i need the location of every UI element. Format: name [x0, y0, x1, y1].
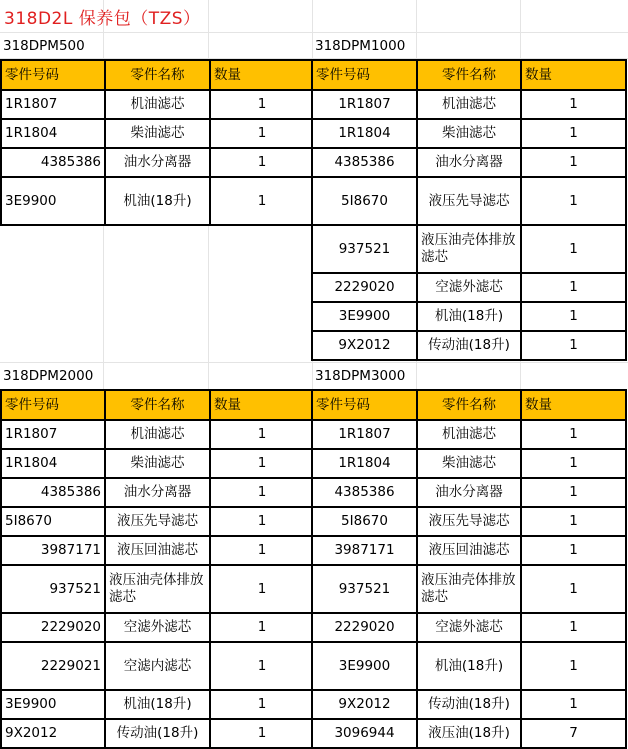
table-row: [312, 225, 626, 273]
table-row: [1, 565, 314, 613]
part-no-cell: 1R1807: [312, 420, 417, 449]
qty-cell: 1: [521, 690, 626, 719]
table-row: [1, 177, 314, 225]
header-qty: 数量: [210, 60, 314, 90]
qty-cell: 1: [210, 690, 314, 719]
qty-cell: 1: [521, 507, 626, 536]
table-row: [1, 690, 314, 719]
package-table-1000: [311, 59, 627, 361]
part-no-cell: 9X2012: [1, 719, 105, 748]
part-name-cell: 液压先导滤芯: [417, 507, 521, 536]
part-no-cell: 937521: [312, 225, 417, 273]
gridline: [0, 32, 628, 33]
qty-cell: 1: [521, 642, 626, 690]
table-row: [312, 420, 626, 449]
part-name-cell: 空滤内滤芯: [105, 642, 210, 690]
header-part-no: 零件号码: [312, 390, 417, 420]
table-row: [312, 449, 626, 478]
part-no-cell: 5I8670: [1, 507, 105, 536]
qty-cell: 1: [521, 449, 626, 478]
qty-cell: 1: [210, 148, 314, 177]
part-name-cell: 传动油(18升): [417, 331, 521, 360]
table-row: [312, 690, 626, 719]
part-no-cell: 9X2012: [312, 331, 417, 360]
table-row: [1, 642, 314, 690]
header-qty: 数量: [521, 60, 626, 90]
part-name-cell: 空滤外滤芯: [417, 273, 521, 302]
part-name-cell: 柴油滤芯: [105, 449, 210, 478]
package-table-500: [0, 59, 315, 226]
table-row: [312, 565, 626, 613]
part-no-cell: 9X2012: [312, 690, 417, 719]
package-label-2000: 318DPM2000: [3, 368, 94, 384]
part-name-cell: 柴油滤芯: [105, 119, 210, 148]
part-name-cell: 液压油壳体排放滤芯: [417, 225, 521, 273]
table-row: [1, 478, 314, 507]
part-name-cell: 传动油(18升): [417, 690, 521, 719]
qty-cell: 1: [210, 536, 314, 565]
part-name-cell: 机油(18升): [417, 642, 521, 690]
part-name-cell: 机油滤芯: [417, 90, 521, 119]
table-row: [312, 90, 626, 119]
part-name-cell: 液压油(18升): [417, 719, 521, 748]
qty-cell: 1: [210, 119, 314, 148]
qty-cell: 1: [521, 613, 626, 642]
part-name-cell: 油水分离器: [417, 478, 521, 507]
table-row: [1, 613, 314, 642]
part-no-cell: 4385386: [312, 478, 417, 507]
part-no-cell: 937521: [1, 565, 105, 613]
qty-cell: 1: [521, 565, 626, 613]
package-label-1000: 318DPM1000: [315, 38, 406, 54]
part-no-cell: 3E9900: [1, 177, 105, 225]
part-name-cell: 机油滤芯: [105, 90, 210, 119]
table-row: [312, 302, 626, 331]
qty-cell: 1: [521, 177, 626, 225]
part-name-cell: 传动油(18升): [105, 719, 210, 748]
table-row: [1, 420, 314, 449]
gridline: [0, 362, 628, 363]
sheet-title: 318D2L 保养包（TZS）: [4, 9, 201, 29]
part-no-cell: 1R1804: [312, 119, 417, 148]
part-name-cell: 液压回油滤芯: [105, 536, 210, 565]
part-name-cell: 空滤外滤芯: [105, 613, 210, 642]
package-label-3000: 318DPM3000: [315, 368, 406, 384]
part-name-cell: 油水分离器: [417, 148, 521, 177]
qty-cell: 1: [521, 302, 626, 331]
table-row: [312, 719, 626, 748]
header-part-no: 零件号码: [1, 390, 105, 420]
part-name-cell: 油水分离器: [105, 148, 210, 177]
qty-cell: 1: [521, 273, 626, 302]
qty-cell: 1: [521, 225, 626, 273]
table-row: [312, 613, 626, 642]
table-row: [1, 449, 314, 478]
qty-cell: 1: [210, 565, 314, 613]
qty-cell: 1: [210, 90, 314, 119]
part-no-cell: 3987171: [312, 536, 417, 565]
part-no-cell: 1R1804: [1, 119, 105, 148]
header-part-no: 零件号码: [1, 60, 105, 90]
qty-cell: 1: [521, 119, 626, 148]
part-no-cell: 3096944: [312, 719, 417, 748]
table-row: [312, 507, 626, 536]
table-row: [1, 536, 314, 565]
qty-cell: 1: [210, 613, 314, 642]
qty-cell: 1: [210, 507, 314, 536]
qty-cell: 1: [521, 420, 626, 449]
part-no-cell: 2229020: [312, 273, 417, 302]
header-part-name: 零件名称: [105, 60, 210, 90]
part-name-cell: 机油(18升): [417, 302, 521, 331]
qty-cell: 1: [210, 177, 314, 225]
part-no-cell: 3E9900: [312, 302, 417, 331]
table-row: [312, 536, 626, 565]
header-qty: 数量: [521, 390, 626, 420]
qty-cell: 1: [210, 478, 314, 507]
table-row: [1, 119, 314, 148]
part-name-cell: 液压先导滤芯: [417, 177, 521, 225]
part-name-cell: 液压油壳体排放滤芯: [417, 565, 521, 613]
qty-cell: 1: [210, 719, 314, 748]
header-part-name: 零件名称: [417, 390, 521, 420]
part-no-cell: 3E9900: [1, 690, 105, 719]
part-name-cell: 液压油壳体排放滤芯: [105, 565, 210, 613]
table-row: [1, 719, 314, 748]
part-no-cell: 1R1804: [312, 449, 417, 478]
header-part-name: 零件名称: [417, 60, 521, 90]
part-name-cell: 油水分离器: [105, 478, 210, 507]
part-no-cell: 5I8670: [312, 177, 417, 225]
header-part-name: 零件名称: [105, 390, 210, 420]
part-name-cell: 柴油滤芯: [417, 119, 521, 148]
part-name-cell: 液压先导滤芯: [105, 507, 210, 536]
qty-cell: 1: [521, 148, 626, 177]
table-row: [312, 273, 626, 302]
part-no-cell: 3E9900: [312, 642, 417, 690]
part-no-cell: 3987171: [1, 536, 105, 565]
qty-cell: 1: [521, 331, 626, 360]
part-no-cell: 1R1804: [1, 449, 105, 478]
part-name-cell: 液压回油滤芯: [417, 536, 521, 565]
qty-cell: 1: [521, 90, 626, 119]
part-no-cell: 5I8670: [312, 507, 417, 536]
package-table-2000: [0, 389, 315, 749]
part-no-cell: 4385386: [1, 148, 105, 177]
table-row: [1, 90, 314, 119]
qty-cell: 1: [210, 449, 314, 478]
part-name-cell: 机油滤芯: [105, 420, 210, 449]
table-row: [312, 177, 626, 225]
part-name-cell: 柴油滤芯: [417, 449, 521, 478]
part-no-cell: 4385386: [312, 148, 417, 177]
table-row: [312, 331, 626, 360]
table-row: [312, 478, 626, 507]
part-no-cell: 2229020: [1, 613, 105, 642]
part-no-cell: 2229021: [1, 642, 105, 690]
part-name-cell: 空滤外滤芯: [417, 613, 521, 642]
table-row: [312, 148, 626, 177]
qty-cell: 1: [521, 478, 626, 507]
part-no-cell: 937521: [312, 565, 417, 613]
table-row: [1, 148, 314, 177]
part-no-cell: 1R1807: [1, 90, 105, 119]
part-no-cell: 1R1807: [312, 90, 417, 119]
header-part-no: 零件号码: [312, 60, 417, 90]
qty-cell: 1: [521, 536, 626, 565]
package-table-3000: [311, 389, 627, 749]
part-name-cell: 机油滤芯: [417, 420, 521, 449]
table-row: [312, 642, 626, 690]
table-row: [1, 507, 314, 536]
header-qty: 数量: [210, 390, 314, 420]
part-no-cell: 4385386: [1, 478, 105, 507]
qty-cell: 1: [210, 420, 314, 449]
part-name-cell: 机油(18升): [105, 177, 210, 225]
package-label-500: 318DPM500: [3, 38, 85, 54]
qty-cell: 1: [210, 642, 314, 690]
part-no-cell: 2229020: [312, 613, 417, 642]
part-name-cell: 机油(18升): [105, 690, 210, 719]
qty-cell: 7: [521, 719, 626, 748]
table-row: [312, 119, 626, 148]
part-no-cell: 1R1807: [1, 420, 105, 449]
